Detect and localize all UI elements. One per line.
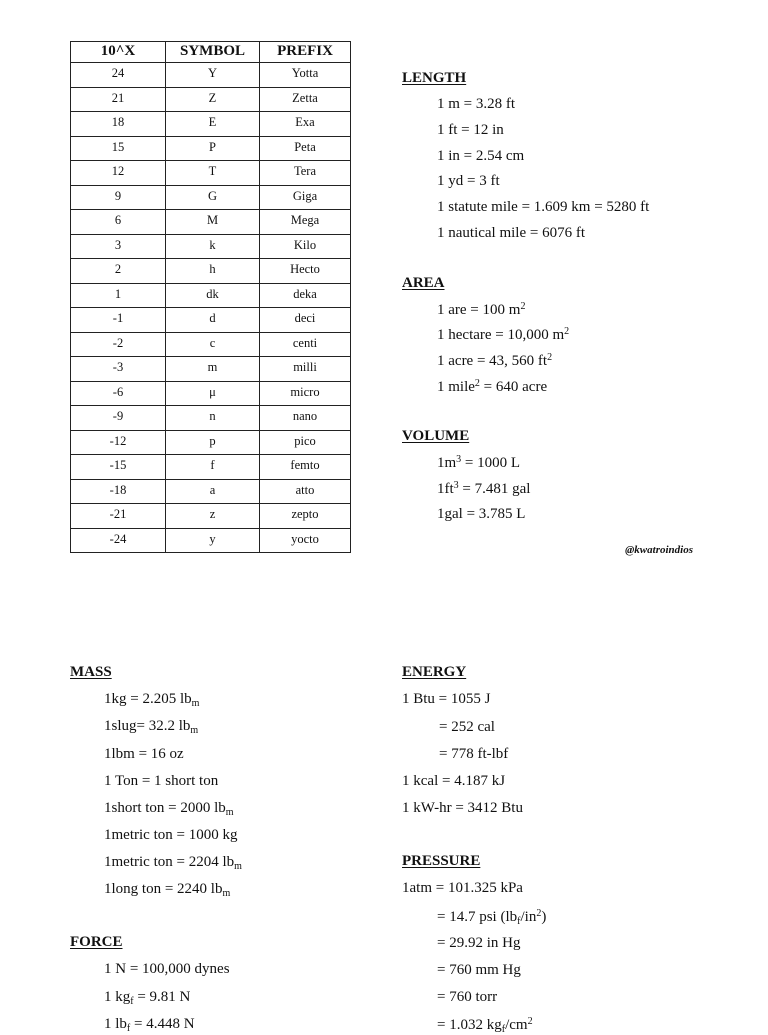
prefix-cell: zepto	[260, 504, 351, 529]
prefix-table-row	[71, 381, 351, 406]
prefix-table-row	[71, 63, 351, 88]
exponent-cell: 6	[71, 210, 166, 235]
pressure-line: = 760 mm Hg	[437, 962, 521, 978]
volume-line: 1gal = 3.785 L	[437, 506, 526, 522]
exponent-cell: -18	[71, 479, 166, 504]
exponent-cell: -15	[71, 455, 166, 480]
prefix-table-row	[71, 406, 351, 431]
symbol-cell: P	[166, 136, 260, 161]
prefix-table-row	[71, 259, 351, 284]
prefix-table-row	[71, 161, 351, 186]
mass-line: 1 Ton = 1 short ton	[104, 773, 219, 789]
length-line: 1 yd = 3 ft	[437, 173, 500, 189]
mass-line: 1slug= 32.2 $lb_m$	[104, 718, 199, 736]
symbol-cell: y	[166, 528, 260, 553]
prefix-cell: centi	[260, 332, 351, 357]
prefix-table-body	[71, 63, 351, 553]
energy-line: 1 Btu = 1055 J	[402, 691, 491, 707]
exponent-cell: -12	[71, 430, 166, 455]
prefix-cell: pico	[260, 430, 351, 455]
energy-line: = 252 cal	[439, 719, 495, 735]
prefix-cell: nano	[260, 406, 351, 431]
exponent-cell: -1	[71, 308, 166, 333]
prefix-cell: Zetta	[260, 87, 351, 112]
length-title: LENGTH	[402, 70, 467, 86]
exponent-cell: 21	[71, 87, 166, 112]
header-symbol: SYMBOL	[166, 42, 260, 63]
prefix-cell: Mega	[260, 210, 351, 235]
mass-line: 1metric ton = 2204 $lb_m$	[104, 854, 242, 872]
exponent-cell: -21	[71, 504, 166, 529]
prefix-table-row	[71, 112, 351, 137]
prefix-table-row	[71, 283, 351, 308]
mass-line: 1metric ton = 1000 kg	[104, 827, 238, 843]
symbol-cell: n	[166, 406, 260, 431]
symbol-cell: μ	[166, 381, 260, 406]
prefix-table-row	[71, 332, 351, 357]
exponent-cell: -6	[71, 381, 166, 406]
symbol-cell: d	[166, 308, 260, 333]
mass-title: MASS	[70, 664, 112, 680]
prefix-cell: atto	[260, 479, 351, 504]
mass-line: 1lbm = 16 oz	[104, 746, 184, 762]
symbol-cell: Y	[166, 63, 260, 88]
pressure-line: = 29.92 in Hg	[437, 935, 521, 951]
prefix-cell: Kilo	[260, 234, 351, 259]
prefix-table-header-row	[71, 42, 351, 63]
exponent-cell: 12	[71, 161, 166, 186]
prefix-cell: micro	[260, 381, 351, 406]
length-line: 1 statute mile = 1.609 km = 5280 ft	[437, 199, 650, 215]
area-title: AREA	[402, 275, 445, 291]
force-line: 1 $lb_f = 4.448$ N	[104, 1016, 195, 1034]
exponent-cell: -24	[71, 528, 166, 553]
area-line: 1 mile$^2$ = 640 acre	[437, 378, 548, 395]
pressure-line: = 760 torr	[437, 989, 498, 1005]
prefix-table-row	[71, 479, 351, 504]
length-line: 1 m = 3.28 ft	[437, 96, 516, 112]
pressure-line: 1atm = 101.325 kPa	[402, 880, 523, 896]
symbol-cell: T	[166, 161, 260, 186]
volume-title: VOLUME	[402, 428, 470, 444]
energy-line: 1 kW-hr = 3412 Btu	[402, 800, 523, 816]
symbol-cell: f	[166, 455, 260, 480]
header-exponent: 10^X	[71, 42, 166, 63]
prefix-table-row	[71, 528, 351, 553]
prefix-table-row	[71, 185, 351, 210]
prefix-table-row	[71, 136, 351, 161]
prefix-cell: deci	[260, 308, 351, 333]
volume-line: $1ft^3 = 7.481$ gal	[437, 480, 531, 497]
symbol-cell: Z	[166, 87, 260, 112]
symbol-cell: h	[166, 259, 260, 284]
force-title: FORCE	[70, 934, 123, 950]
area-line: 1 are = 100 $m^2$	[437, 301, 526, 318]
exponent-cell: 15	[71, 136, 166, 161]
length-line: 1 ft = 12 in	[437, 122, 504, 138]
pressure-line: = 1.032 $kg_f/cm^2$	[437, 1016, 533, 1035]
symbol-cell: p	[166, 430, 260, 455]
exponent-cell: -9	[71, 406, 166, 431]
symbol-cell: a	[166, 479, 260, 504]
prefix-table-row	[71, 308, 351, 333]
prefix-cell: Yotta	[260, 63, 351, 88]
header-prefix: PREFIX	[260, 42, 351, 63]
area-line: 1 acre = 43, 560 $ft^2$	[437, 352, 553, 369]
prefix-cell: Exa	[260, 112, 351, 137]
symbol-cell: G	[166, 185, 260, 210]
symbol-cell: dk	[166, 283, 260, 308]
exponent-cell: 18	[71, 112, 166, 137]
prefix-cell: yocto	[260, 528, 351, 553]
pressure-title: PRESSURE	[402, 853, 481, 869]
exponent-cell: -3	[71, 357, 166, 382]
exponent-cell: 9	[71, 185, 166, 210]
mass-line: 1short ton = 2000 $lb_m$	[104, 800, 234, 818]
symbol-cell: m	[166, 357, 260, 382]
symbol-cell: E	[166, 112, 260, 137]
volume-line: $1m^3 = 1000$ L	[437, 454, 521, 471]
mass-line: 1long ton = 2240 $lb_m$	[104, 881, 231, 899]
prefix-cell: femto	[260, 455, 351, 480]
mass-line: 1kg = 2.205 $lb_m$	[104, 691, 200, 709]
exponent-cell: 2	[71, 259, 166, 284]
prefix-cell: Peta	[260, 136, 351, 161]
prefix-cell: Hecto	[260, 259, 351, 284]
credit-watermark: @kwatroindios	[625, 544, 693, 556]
symbol-cell: k	[166, 234, 260, 259]
prefix-table-row	[71, 455, 351, 480]
exponent-cell: -2	[71, 332, 166, 357]
length-line: 1 in = 2.54 cm	[437, 148, 525, 164]
area-line: 1 hectare = 10,000 $m^2$	[437, 326, 570, 343]
symbol-cell: c	[166, 332, 260, 357]
pressure-line: = 14.7 psi $(lb_f/in^2)$	[437, 908, 547, 927]
prefix-cell: deka	[260, 283, 351, 308]
length-line: 1 nautical mile = 6076 ft	[437, 225, 586, 241]
symbol-cell: M	[166, 210, 260, 235]
prefix-table-row	[71, 430, 351, 455]
symbol-cell: z	[166, 504, 260, 529]
prefix-table-row	[71, 504, 351, 529]
prefix-table-row	[71, 210, 351, 235]
prefix-table-row	[71, 357, 351, 382]
force-line: 1 $kg_f = 9.81$ N	[104, 989, 191, 1007]
prefix-table-row	[71, 234, 351, 259]
energy-title: ENERGY	[402, 664, 467, 680]
prefix-cell: milli	[260, 357, 351, 382]
prefix-cell: Tera	[260, 161, 351, 186]
force-line: 1 N = 100,000 dynes	[104, 961, 230, 977]
prefix-cell: Giga	[260, 185, 351, 210]
exponent-cell: 24	[71, 63, 166, 88]
energy-line: = 778 ft-lbf	[439, 746, 509, 762]
prefix-table-row	[71, 87, 351, 112]
prefix-table	[70, 41, 351, 553]
exponent-cell: 1	[71, 283, 166, 308]
energy-line: 1 kcal = 4.187 kJ	[402, 773, 506, 789]
exponent-cell: 3	[71, 234, 166, 259]
